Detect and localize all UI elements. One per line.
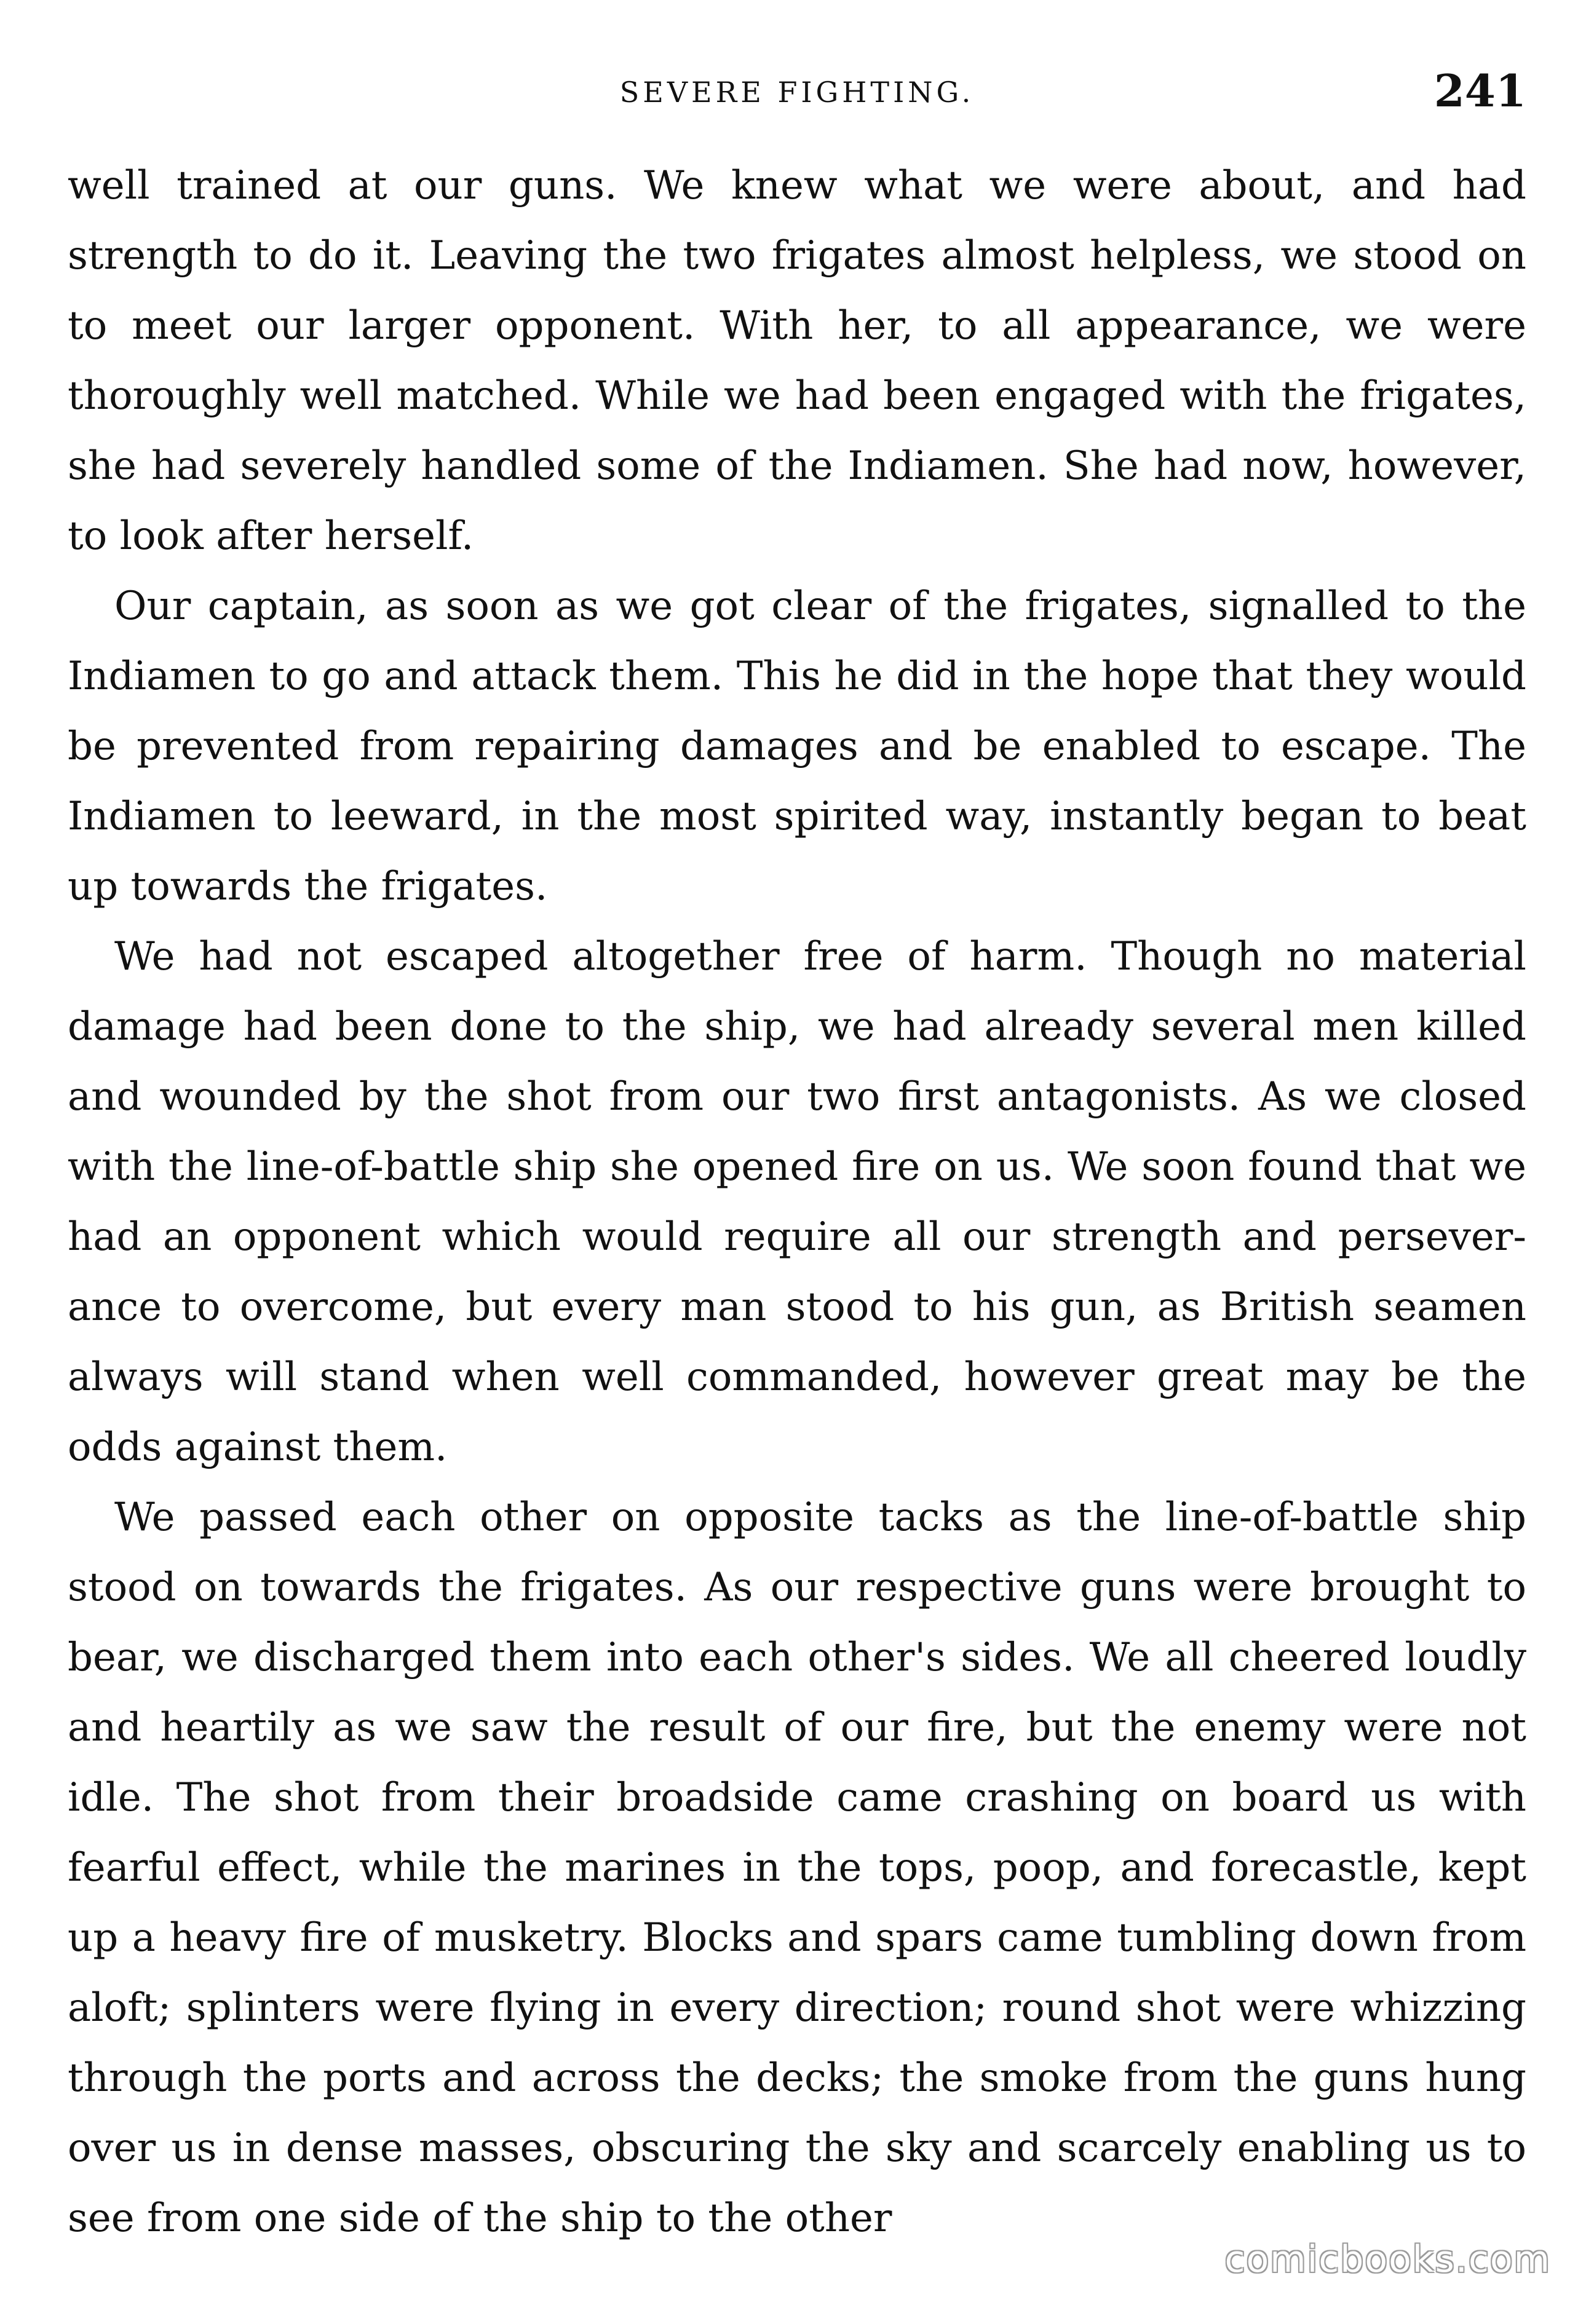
page-number: 241 [1433, 65, 1526, 117]
paragraph-1: well trained at our guns. We knew what we were about, and had strength to do it. Leaving the two frigates almost helpless, we stood on to meet our larger opponent. With her, to all appearance, we were thoroughly well matched. While we had been engaged with the frigates, she had severely handled some of the Indiamen. She had now, however, to look after herself. [68, 163, 1526, 559]
paragraph-4: We passed each other on opposite tacks as the line-of-battle ship stood on towards the frigates. As our respective guns were brought to bear, we discharged them into each other's sides. We all cheered loudly and heartily as we saw the result of our fire, but the enemy were not idle. The shot from their broadside came crashing on board us with fearful effect, while the marines in the tops, poop, and forecastle, kept up a heavy fire of musketry. Blocks and spars came tumbling down from aloft; splinters were flying in every direction; round shot were whizzing through the ports and across the decks; the smoke from the guns hung over us in dense masses, obscuring the sky and scarcely enabling us to see from one side of the ship to the other [68, 1495, 1526, 2241]
running-head [68, 65, 1526, 120]
paragraph-3: We had not escaped altogether free of harm. Though no material damage had been done to the ship, we had already several men killed and wounded by the shot from our two first antagonists. As we closed with the line-of-battle ship she opened fire on us. We soon found that we had an opponent which would require all our strength and persever- ance to overcome, but every man stood to his gun, as British seamen always will stand when well commanded, however great may be the odds against them. [68, 934, 1526, 1470]
running-title: SEVERE FIGHTING. [619, 76, 975, 109]
watermark: comicbooks.com [1224, 2238, 1551, 2281]
body-text [68, 151, 1526, 2253]
paragraph-2: Our captain, as soon as we got clear of the frigates, signalled to the Indiamen to go and attack them. This he did in the hope that they would be prevented from repairing damages and be enabled to escape. The Indiamen to leeward, in the most spirited way, instantly began to beat up towards the frigates. [68, 583, 1526, 909]
